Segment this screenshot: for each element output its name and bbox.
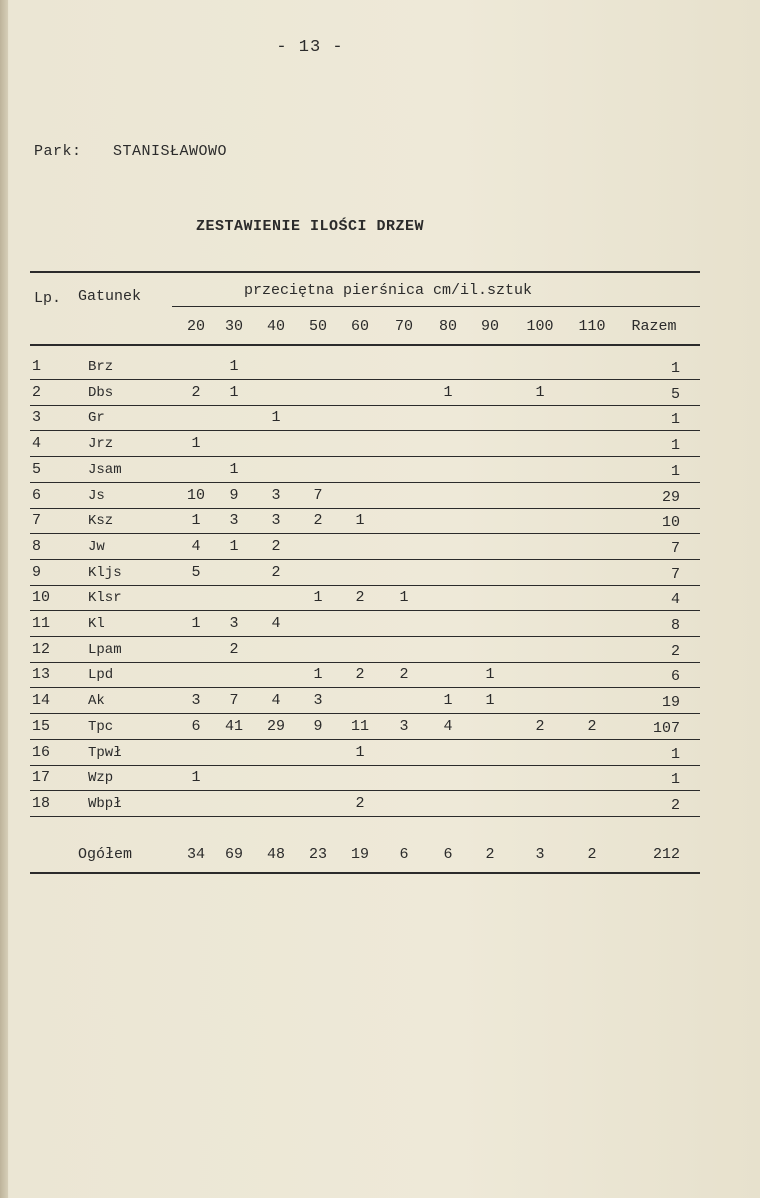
group-underline [172,306,700,307]
row-cell: 1 [313,589,323,607]
page-binding-edge [0,0,8,1198]
row-cell: 1 [229,460,239,478]
row-divider [30,482,700,483]
header-col-40: 40 [266,318,285,335]
row-species: Dbs [88,384,114,401]
summary-cell: 6 [399,846,409,863]
row-total: 7 [670,565,680,583]
table-title: ZESTAWIENIE ILOŚCI DRZEW [196,218,425,235]
row-cell: 1 [191,512,201,530]
row-species: Lpam [88,641,122,658]
header-col-razem: Razem [631,318,677,335]
row-total: 1 [670,437,680,455]
row-cell: 1 [443,383,453,401]
header-col-110: 110 [578,318,606,335]
row-species: Jrz [88,436,114,453]
row-lp: 3 [32,409,42,427]
row-species: Lpd [88,667,114,684]
row-divider [30,430,700,431]
summary-cell: 6 [443,846,453,863]
header-col-90: 90 [480,318,499,335]
row-species: Tpwł [88,744,122,761]
row-cell: 10 [186,486,205,504]
page-number: - 13 - [276,38,344,57]
row-cell: 29 [266,717,285,735]
row-species: Jsam [88,461,122,478]
row-divider [30,790,700,791]
row-cell: 3 [399,717,409,735]
row-lp: 1 [32,358,42,375]
row-lp: 8 [32,537,42,555]
header-col-100: 100 [526,318,554,335]
row-cell: 2 [191,383,201,401]
row-total: 5 [670,385,680,403]
row-total: 1 [670,745,680,763]
row-lp: 4 [32,435,42,453]
row-species: Tpc [88,718,114,735]
row-lp: 7 [32,512,42,530]
header-bottom-rule [30,344,700,346]
header-col-50: 50 [308,318,327,335]
summary-cell: 69 [224,846,243,863]
row-lp: 17 [32,769,51,787]
row-cell: 2 [355,589,365,607]
row-cell: 1 [355,743,365,761]
row-cell: 3 [271,512,281,530]
row-cell: 7 [229,692,239,710]
row-divider [30,765,700,766]
park-line [34,143,227,160]
header-gatunek: Gatunek [78,288,142,305]
row-lp: 13 [32,666,51,684]
summary-cell: 34 [186,846,205,863]
row-lp: 11 [32,615,51,632]
row-total: 1 [670,360,680,377]
park-name: STANISŁAWOWO [113,143,228,160]
row-total: 1 [670,411,680,429]
row-lp: 10 [32,589,51,607]
row-total: 7 [670,539,680,557]
row-lp: 14 [32,692,51,710]
row-cell: 1 [355,512,365,530]
row-divider [30,379,700,380]
row-lp: 2 [32,383,42,401]
row-cell: 2 [355,794,365,812]
row-divider [30,610,700,611]
row-total: 1 [670,771,680,789]
row-divider [30,687,700,688]
row-cell: 2 [535,717,545,735]
row-total: 10 [661,514,680,532]
row-total: 1 [670,462,680,480]
row-cell: 1 [443,692,453,710]
table-bottom-rule [30,872,700,874]
row-total: 8 [670,617,680,634]
row-cell: 11 [350,717,369,735]
row-species: Jw [88,538,105,555]
row-species: Kl [88,616,105,632]
row-cell: 4 [271,692,281,710]
summary-cell: 23 [308,846,327,863]
row-cell: 3 [313,692,323,710]
row-lp: 18 [32,794,51,812]
row-divider [30,456,700,457]
row-cell: 3 [191,692,201,710]
row-divider [30,585,700,586]
row-cell: 2 [313,512,323,530]
row-cell: 9 [313,717,323,735]
row-cell: 2 [229,640,239,658]
row-lp: 12 [32,640,51,658]
header-col-30: 30 [224,318,243,335]
row-divider [30,559,700,560]
row-total: 107 [652,719,680,737]
row-cell: 1 [485,666,495,684]
row-cell: 7 [313,486,323,504]
row-species: Js [88,487,105,504]
row-divider [30,636,700,637]
row-cell: 4 [191,537,201,555]
row-lp: 5 [32,460,42,478]
row-total: 19 [661,694,680,712]
summary-cell: 2 [587,846,597,863]
row-cell: 3 [229,512,239,530]
row-cell: 41 [224,717,243,735]
row-species: Gr [88,410,105,427]
row-cell: 5 [191,563,201,581]
row-species: Kljs [88,564,122,581]
row-species: Wbpł [88,795,122,812]
header-lp: Lp. [34,290,62,307]
row-cell: 1 [229,537,239,555]
row-species: Ksz [88,513,114,530]
row-cell: 9 [229,486,239,504]
row-total: 2 [670,796,680,814]
row-lp: 16 [32,743,51,761]
row-cell: 3 [271,486,281,504]
row-cell: 1 [229,358,239,375]
row-divider [30,662,700,663]
row-species: Wzp [88,770,114,787]
row-cell: 1 [191,615,201,632]
row-cell: 2 [271,563,281,581]
header-group: przeciętna pierśnica cm/il.sztuk [244,282,533,299]
summary-total: 212 [652,846,680,863]
park-label: Park: [34,143,82,160]
row-divider [30,533,700,534]
row-species: Klsr [88,590,122,607]
header-col-60: 60 [350,318,369,335]
row-cell: 6 [191,717,201,735]
row-species: Brz [88,359,114,375]
header-col-20: 20 [186,318,205,335]
row-cell: 3 [229,615,239,632]
row-cell: 1 [271,409,281,427]
row-cell: 1 [229,383,239,401]
row-total: 4 [670,591,680,609]
row-divider [30,816,700,817]
summary-cell: 2 [485,846,495,863]
row-cell: 1 [313,666,323,684]
summary-cell: 3 [535,846,545,863]
row-species: Ak [88,693,105,710]
row-divider [30,508,700,509]
row-cell: 4 [271,615,281,632]
row-divider [30,405,700,406]
row-cell: 2 [587,717,597,735]
row-total: 6 [670,668,680,686]
row-cell: 2 [399,666,409,684]
row-total: 2 [670,642,680,660]
row-lp: 15 [32,717,51,735]
row-cell: 2 [355,666,365,684]
summary-cell: 48 [266,846,285,863]
row-lp: 6 [32,486,42,504]
row-cell: 1 [399,589,409,607]
row-total: 29 [661,488,680,506]
row-cell: 4 [443,717,453,735]
row-lp: 9 [32,563,42,581]
header-col-80: 80 [438,318,457,335]
row-cell: 2 [271,537,281,555]
table-top-rule [30,271,700,273]
header-col-70: 70 [394,318,413,335]
summary-label: Ogółem [78,846,133,863]
summary-cell: 19 [350,846,369,863]
row-cell: 1 [191,769,201,787]
row-cell: 1 [535,383,545,401]
row-cell: 1 [485,692,495,710]
row-cell: 1 [191,435,201,453]
row-divider [30,739,700,740]
row-divider [30,713,700,714]
